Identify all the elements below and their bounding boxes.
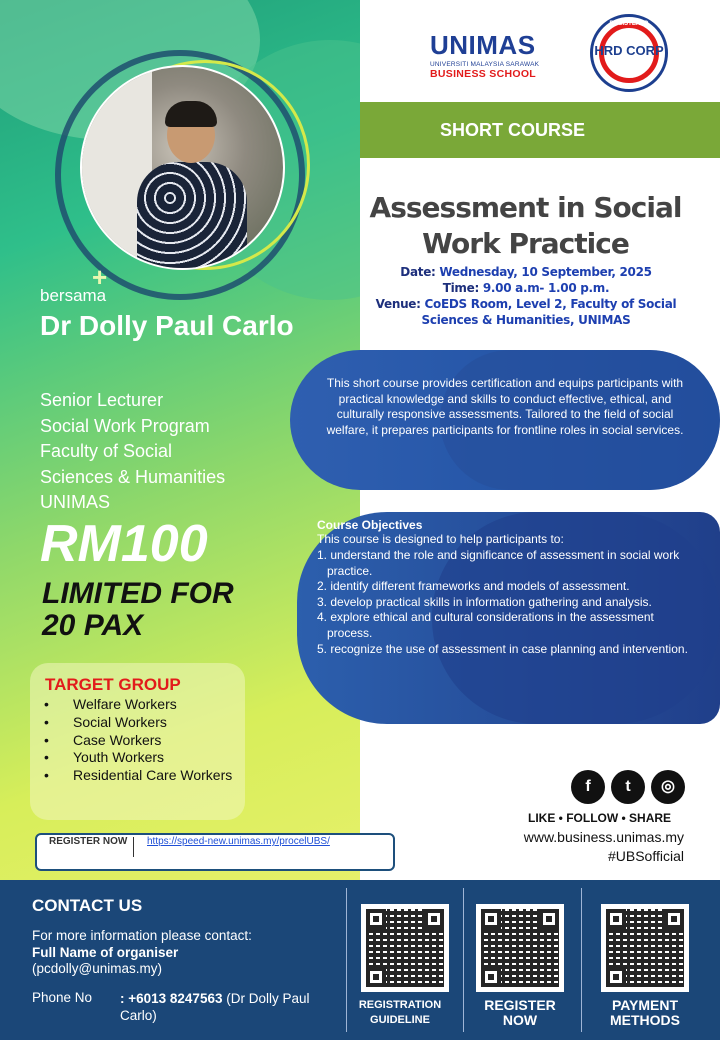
short-course-banner — [360, 102, 720, 158]
divider — [581, 888, 582, 1032]
time-line — [372, 280, 680, 296]
time-label: Time: — [442, 281, 479, 295]
list-item-label: Youth Workers — [73, 749, 165, 766]
qr-code-registration-guideline[interactable] — [361, 904, 449, 992]
position-line: Social Work Program — [40, 415, 210, 436]
banner-label: SHORT COURSE — [440, 120, 586, 140]
divider — [346, 888, 347, 1032]
phone-contact-name: (Dr Dolly Paul Carlo) — [120, 991, 310, 1023]
social-info — [500, 828, 684, 866]
objective-item: 1. understand the role and significance of assessment in social work practice. — [317, 548, 680, 578]
pax-limit — [42, 578, 234, 642]
venue-value: CoEDS Room, Level 2, Faculty of Social Sciences & Humanities, UNIMAS — [421, 297, 677, 327]
divider — [463, 888, 464, 1032]
qr-label — [468, 998, 572, 1028]
price: RM100 — [40, 515, 208, 573]
hrd-badge-text: HRD CORP — [594, 43, 664, 58]
organiser-name: Full Name of organiser — [32, 944, 179, 960]
speaker-position — [40, 388, 225, 516]
speaker-name: Dr Dolly Paul Carlo — [40, 310, 294, 341]
course-title-line: Work Practice — [422, 227, 629, 260]
target-group-card — [30, 663, 245, 820]
position-line: UNIMAS — [40, 492, 111, 512]
register-link[interactable]: https://speed-new.unimas.my/procelUBS/ — [147, 836, 330, 847]
objectives-intro: This course is designed to help participants to: — [317, 532, 564, 546]
contact-heading: CONTACT US — [32, 896, 143, 915]
time-value: 9.00 a.m- 1.00 p.m. — [482, 281, 610, 295]
unimas-logo-sub: UNIVERSITI MALAYSIA SARAWAK — [430, 61, 540, 68]
phone-value — [120, 990, 335, 1024]
hashtag: #UBSofficial — [607, 848, 684, 864]
list-item: • Welfare Workers — [44, 696, 177, 712]
contact-line: For more information please contact: — [32, 928, 252, 943]
list-item: • Social Workers — [44, 713, 167, 730]
venue-label: Venue: — [375, 297, 421, 311]
pax-limit-line: LIMITED FOR — [42, 577, 234, 610]
instagram-icon[interactable]: ◎ — [651, 770, 685, 804]
list-item: • Residential Care Workers — [44, 767, 233, 784]
list-item-label: Residential Care Workers — [73, 767, 233, 784]
target-group-list — [44, 696, 232, 785]
speaker-photo — [80, 65, 285, 270]
list-item-label: Case Workers — [73, 731, 162, 748]
list-item-label: Social Workers — [73, 713, 167, 730]
qr-code-payment-methods[interactable] — [601, 904, 689, 992]
position-line: Senior Lecturer — [40, 390, 164, 410]
unimas-logo — [430, 30, 539, 80]
phone-number: : +6013 8247563 — [120, 991, 223, 1006]
phone-label: Phone No — [32, 990, 93, 1005]
venue-line — [372, 296, 680, 328]
date-label: Date: — [400, 265, 436, 279]
course-title-line: Assessment in Social — [369, 191, 682, 224]
qr-label-line: METHODS — [610, 1012, 680, 1028]
objectives-list — [317, 548, 697, 657]
social-tagline: LIKE • FOLLOW • SHARE — [528, 811, 672, 825]
register-now-label: REGISTER NOW — [49, 836, 128, 847]
course-details — [372, 264, 680, 328]
position-line: Faculty of Social — [40, 441, 173, 461]
date-value: Wednesday, 10 September, 2025 — [439, 265, 652, 279]
qr-label-line: REGISTER — [484, 997, 556, 1013]
list-item: • Case Workers — [44, 731, 162, 748]
objective-item: 5. recognize the use of assessment in case planning and intervention. — [317, 641, 688, 656]
target-group-heading: TARGET GROUP — [45, 675, 181, 694]
website[interactable]: www.business.unimas.my — [523, 829, 684, 845]
objective-item: 3. develop practical skills in information gathering and analysis. — [317, 594, 652, 609]
facebook-icon[interactable]: f — [571, 770, 605, 804]
hrd-corp-badge — [590, 14, 668, 92]
speaker-prefix: bersama — [40, 286, 107, 305]
list-item: • Youth Workers — [44, 749, 165, 766]
date-line — [372, 264, 680, 280]
divider — [133, 837, 134, 857]
course-description-card — [290, 350, 720, 490]
objective-item: 2. identify different frameworks and models of assessment. — [317, 579, 630, 594]
contact-footer — [0, 880, 720, 1040]
qr-code-register-now[interactable] — [476, 904, 564, 992]
plus-icon: + — [92, 262, 108, 292]
position-line: Sciences & Humanities — [40, 466, 226, 487]
pax-limit-line: 20 PAX — [42, 609, 144, 642]
hrd-badge-top: REGISTERED — [609, 21, 649, 27]
course-description: This short course provides certification and equips participants with practical knowledge and skills to conduct effective, ethical, and culturally responsive assessments. Tailored to the field of social welfare, it prepares participants for frontline roles in social services. — [326, 376, 684, 437]
course-title — [368, 190, 683, 262]
objectives-heading: Course Objectives — [317, 518, 423, 532]
qr-label-line: PAYMENT — [611, 997, 679, 1013]
list-item-label: Welfare Workers — [73, 696, 177, 712]
qr-label — [348, 998, 452, 1028]
course-objectives-card — [297, 512, 720, 724]
unimas-logo-school: BUSINESS SCHOOL — [430, 68, 537, 80]
contact-email: (pcdolly@unimas.my) — [32, 961, 162, 976]
qr-label-line: REGISTRATION — [358, 999, 442, 1011]
qr-label — [593, 998, 697, 1028]
twitter-icon[interactable]: t — [611, 770, 645, 804]
qr-label-line: NOW — [502, 1012, 538, 1028]
unimas-logo-name: UNIMAS — [430, 30, 536, 60]
qr-label-line: GUIDELINE — [370, 1014, 430, 1026]
objective-item: 4. explore ethical and cultural considerations in the assessment process. — [317, 610, 654, 640]
contact-info — [32, 928, 252, 978]
register-now-bar — [35, 833, 395, 871]
